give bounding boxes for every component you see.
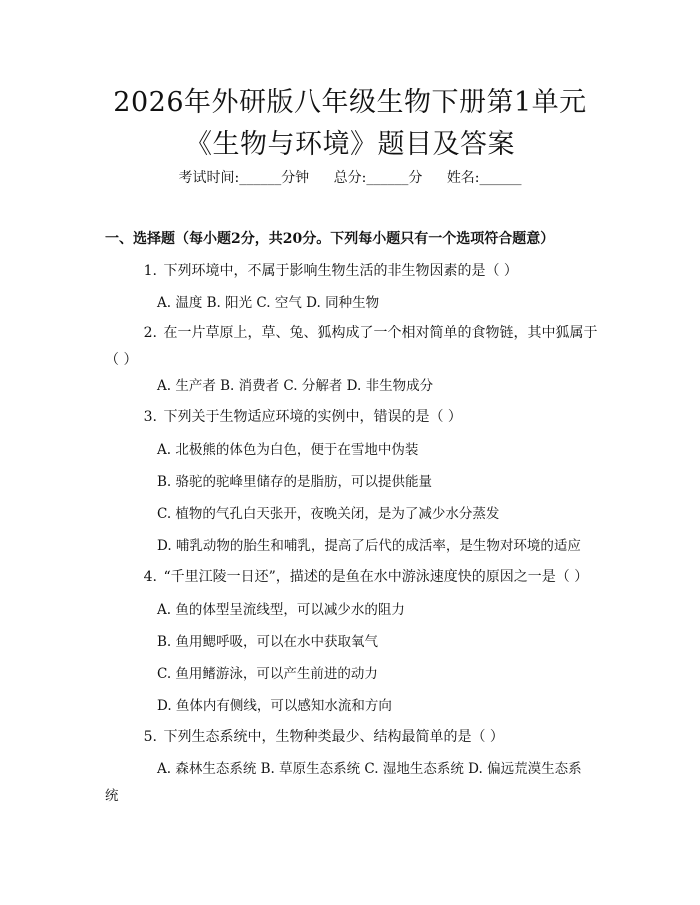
document-title: 2026年外研版八年级生物下册第1单元《生物与环境》题目及答案: [113, 87, 587, 160]
question-text: 下列生态系统中，生物种类最少、结构最简单的是（ ）: [163, 729, 504, 745]
exam-time-unit: 分钟: [281, 170, 310, 186]
question-5-options: A. 森林生态系统 B. 草原生态系统 C. 湿地生态系统 D. 偏远荒漠生态系统: [105, 761, 582, 804]
exam-meta-line: [0, 168, 700, 188]
question-4: [105, 564, 605, 591]
question-2: [105, 320, 605, 374]
question-4-option-d: D. 鱼体内有侧线，可以感知水流和方向: [157, 698, 392, 714]
question-3-option-b: B. 骆驼的驼峰里储存的是脂肪，可以提供能量: [157, 474, 433, 490]
question-number: 1.: [143, 263, 157, 279]
question-3-option-c: C. 植物的气孔白天张开，夜晚关闭，是为了减少水分蒸发: [157, 506, 500, 522]
total-score-label: 总分:: [333, 170, 367, 186]
question-3: [105, 404, 605, 431]
student-name-field: [447, 170, 522, 186]
section-heading: 一、选择题（每小题2分，共20分。下列每小题只有一个选项符合题意）: [105, 231, 555, 247]
question-number: 3.: [143, 409, 157, 425]
total-score-unit: 分: [408, 170, 423, 186]
question-text: “千里江陵一日还”，描述的是鱼在水中游泳速度快的原因之一是（ ）: [163, 569, 589, 585]
exam-time-field: [178, 170, 313, 186]
student-name-label: 姓名:: [446, 170, 480, 186]
question-2-options: A. 生产者 B. 消费者 C. 分解者 D. 非生物成分: [157, 378, 434, 394]
question-text: 下列环境中，不属于影响生物生活的非生物因素的是（ ）: [163, 263, 518, 279]
question-3-option-a: A. 北极熊的体色为白色，便于在雪地中伪装: [157, 442, 419, 458]
exam-time-label: 考试时间:: [178, 170, 240, 186]
question-5: [105, 724, 605, 751]
question-text: 下列关于生物适应环境的实例中，错误的是（ ）: [163, 409, 462, 425]
question-number: 4.: [143, 569, 157, 585]
question-4-option-a: A. 鱼的体型呈流线型，可以减少水的阻力: [157, 602, 405, 618]
question-text: 在一片草原上，草、兔、狐构成了一个相对简单的食物链，其中狐属于（ ）: [105, 325, 598, 368]
total-score-field: [334, 170, 427, 186]
question-4-option-c: C. 鱼用鳍游泳，可以产生前进的动力: [157, 666, 378, 682]
question-4-option-b: B. 鱼用鳃呼吸，可以在水中获取氧气: [157, 634, 379, 650]
total-score-blank: ______: [366, 170, 409, 186]
student-name-blank: ______: [479, 170, 522, 186]
question-3-option-d: D. 哺乳动物的胎生和哺乳，提高了后代的成活率，是生物对环境的适应: [157, 538, 581, 554]
question-number: 2.: [143, 325, 157, 341]
question-1: [105, 258, 605, 285]
question-number: 5.: [143, 729, 157, 745]
question-1-options: A. 温度 B. 阳光 C. 空气 D. 同种生物: [157, 295, 380, 311]
exam-time-blank: ______: [239, 170, 282, 186]
